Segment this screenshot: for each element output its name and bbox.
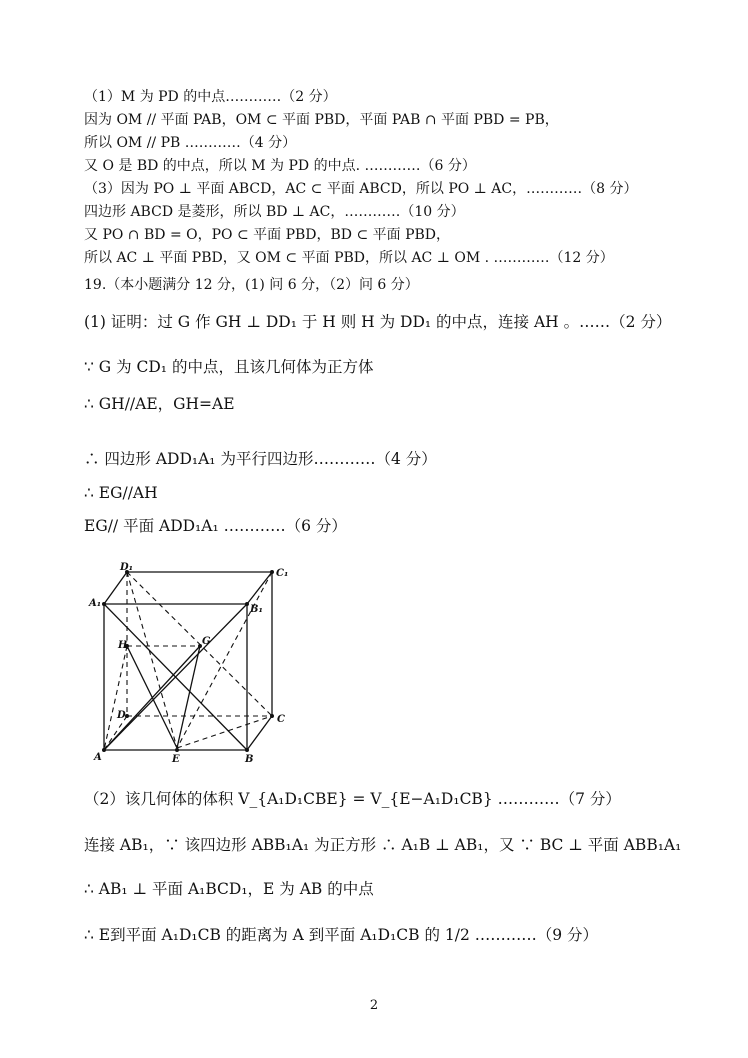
proof-line-1: (1) 证明：过 G 作 GH ⊥ DD₁ 于 H 则 H 为 DD₁ 的中点，连接 AH 。……（2 分）: [84, 313, 672, 331]
text-line-7: 又 PO ∩ BD = O，PO ⊂ 平面 PBD，BD ⊂ 平面 PBD，: [84, 227, 451, 243]
label-g: G: [202, 636, 211, 647]
text-line-2: 因为 OM // 平面 PAB，OM ⊂ 平面 PBD，平面 PAB ∩ 平面 PBD = PB，: [84, 112, 559, 128]
text-line-3: 所以 OM // PB …………（4 分）: [84, 135, 297, 151]
proof-line-6: EG// 平面 ADD₁A₁ …………（6 分）: [84, 517, 347, 535]
label-h: H: [118, 640, 128, 651]
problem-19-heading: 19.（本小题满分 12 分，(1) 问 6 分，（2）问 6 分）: [84, 277, 419, 293]
part2-line-3: ∴ AB₁ ⊥ 平面 A₁BCD₁，E 为 AB 的中点: [84, 880, 374, 898]
label-c1: C₁: [276, 568, 289, 579]
part2-line-1: （2）该几何体的体积 V_{A₁D₁CBE} = V_{E−A₁D₁CB} …………（7 分）: [84, 790, 621, 808]
cube-figure: [89, 562, 302, 772]
part2-line-4: ∴ E到平面 A₁D₁CB 的距离为 A 到平面 A₁D₁CB 的 1/2 …………（9 分）: [84, 926, 599, 944]
label-c: C: [277, 714, 285, 725]
text-line-5: （3）因为 PO ⊥ 平面 ABCD，AC ⊂ 平面 ABCD，所以 PO ⊥ AC，…………（8 分）: [84, 181, 638, 197]
text-line-6: 四边形 ABCD 是菱形，所以 BD ⊥ AC，…………（10 分）: [84, 204, 465, 220]
label-b1: B₁: [250, 604, 263, 615]
label-d: D: [117, 710, 126, 721]
part2-line-2: 连接 AB₁，∵ 该四边形 ABB₁A₁ 为正方形 ∴ A₁B ⊥ AB₁，又 ∵ BC ⊥ 平面 ABB₁A₁: [84, 836, 682, 854]
label-b: B: [245, 754, 254, 765]
label-d1: D₁: [120, 562, 134, 573]
label-e: E: [172, 754, 180, 765]
text-line-4: 又 O 是 BD 的中点，所以 M 为 PD 的中点. …………（6 分）: [84, 158, 476, 174]
proof-line-4: ∴ 四边形 ADD₁A₁ 为平行四边形…………（4 分）: [84, 450, 437, 468]
proof-line-3: ∴ GH//AE，GH=AE: [84, 395, 235, 413]
text-line-8: 所以 AC ⊥ 平面 PBD，又 OM ⊂ 平面 PBD，所以 AC ⊥ OM . …………（12 分）: [84, 250, 614, 266]
proof-line-5: ∴ EG//AH: [84, 484, 158, 502]
proof-line-2: ∵ G 为 CD₁ 的中点，且该几何体为正方体: [84, 358, 374, 376]
page-number: 2: [369, 998, 379, 1013]
text-line-1: （1）M 为 PD 的中点…………（2 分）: [84, 89, 337, 105]
label-a: A: [94, 752, 102, 763]
label-a1: A₁: [89, 598, 102, 609]
